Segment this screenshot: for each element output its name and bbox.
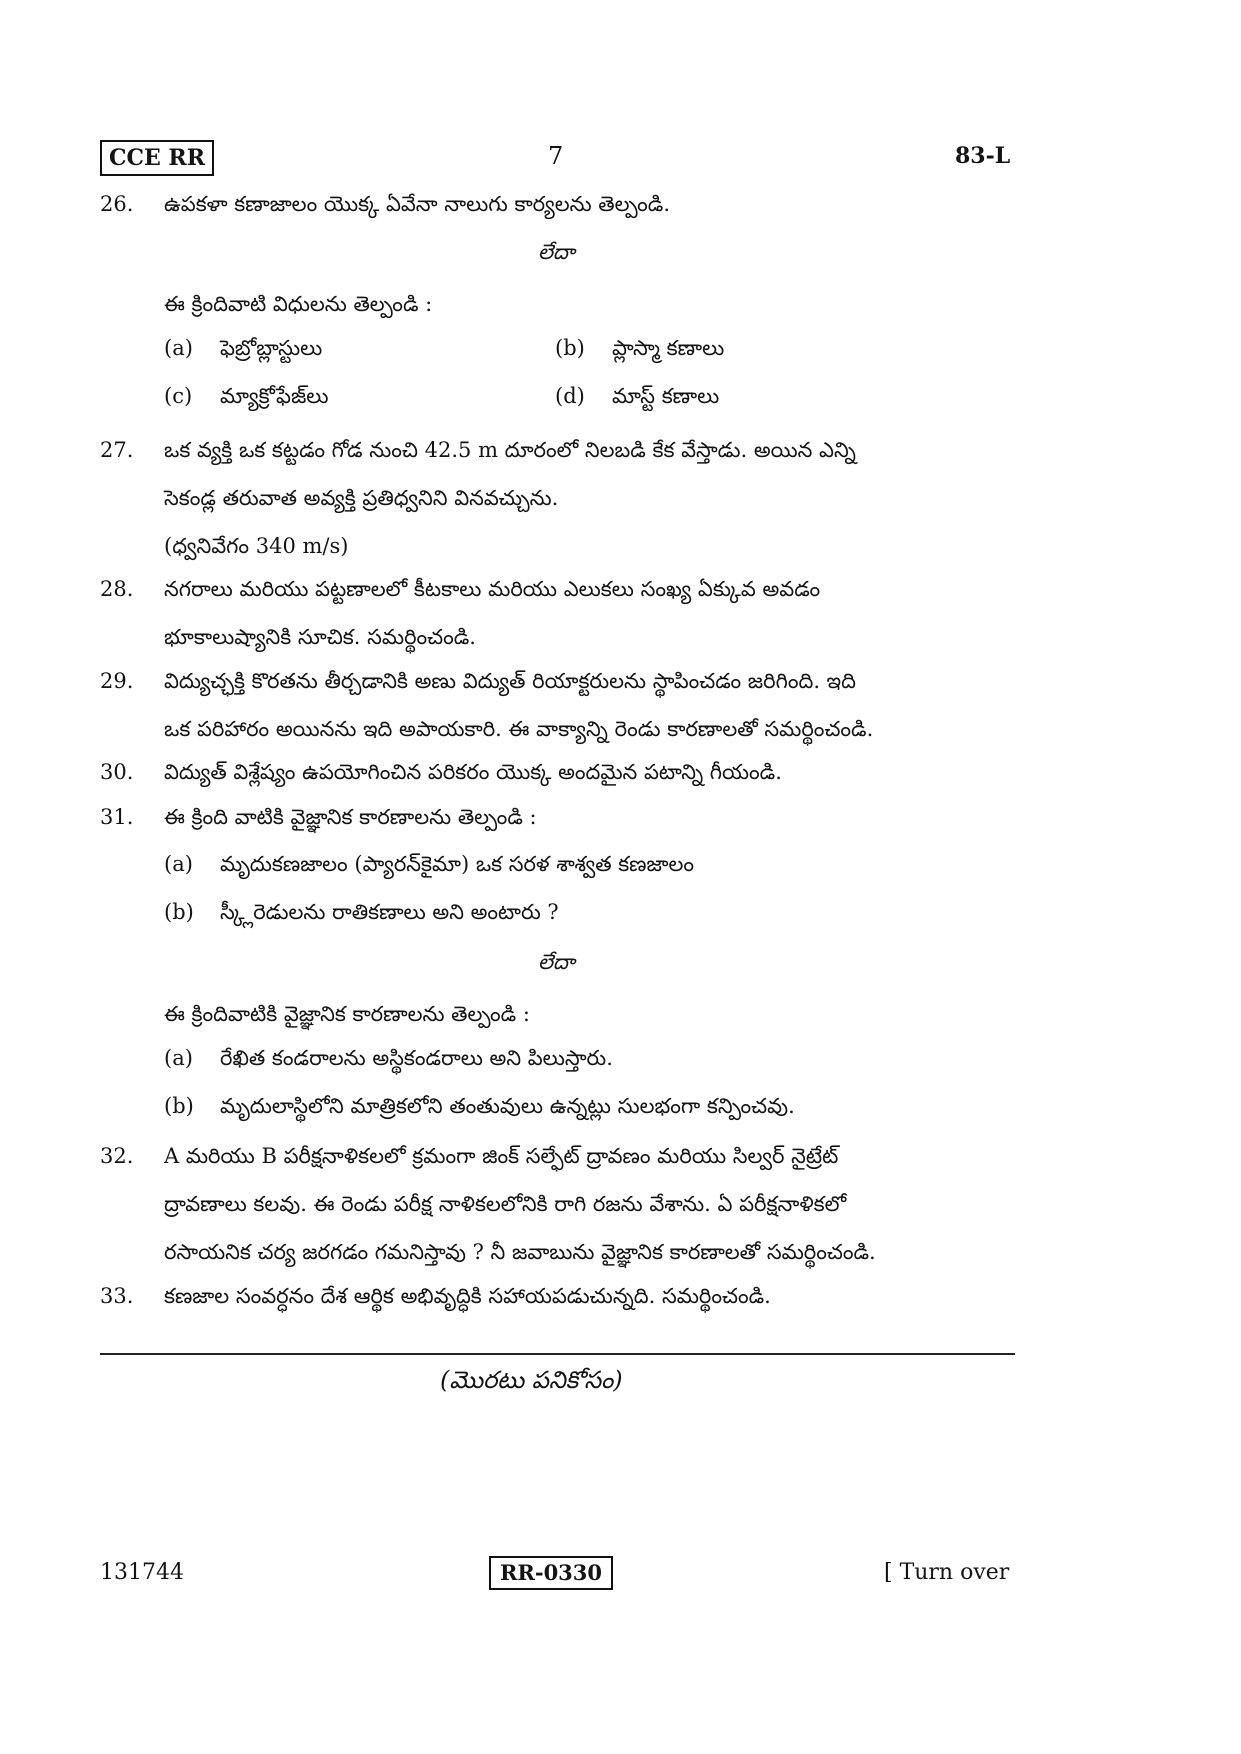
or-separator: లేదా xyxy=(538,240,575,264)
paper-code: 83-L xyxy=(955,143,1011,169)
question-text: సెకండ్ల తరువాత అవ్యక్తి ప్రతిధ్వనిని వినవచ్చును. xyxy=(164,486,559,510)
option-text: మృదులాస్థిలోని మాత్రికలోని తంతువులు ఉన్నట్లు సులభంగా కన్పించవు. xyxy=(220,1094,795,1118)
question-number: 28. xyxy=(100,577,134,601)
option-text: ప్లాస్మా కణాలు xyxy=(612,336,725,360)
question-text: A మరియు B పరీక్షనాళికలలో క్రమంగా జింక్ సల్ఫేట్ ద్రావణం మరియు సిల్వర్ నైట్రేట్ xyxy=(164,1144,839,1168)
question-text: ఈ క్రింది వాటికి వైజ్ఞానిక కారణాలను తెల్పండి : xyxy=(164,805,537,829)
option-text: మ్యాక్రోఫేజ్‌లు xyxy=(220,384,329,408)
question-text: నగరాలు మరియు పట్టణాలలో కీటకాలు మరియు ఎలుకలు సంఖ్య ఏక్కువ అవడం xyxy=(164,577,821,601)
series-box: CCE RR xyxy=(100,140,214,176)
question-text: ఒక పరిహారం అయినను ఇది అపాయకారి. ఈ వాక్యాన్ని రెండు కారణాలతో సమర్థించండి. xyxy=(164,717,874,741)
divider xyxy=(100,1353,1015,1355)
question-number: 32. xyxy=(100,1144,134,1168)
question-text: ఉపకళా కణాజాలం యొక్క ఏవేనా నాలుగు కార్యలను తెల్పండి. xyxy=(164,192,670,216)
option-label: (b) xyxy=(555,336,585,360)
option-text: మాస్ట్ కణాలు xyxy=(612,384,720,408)
option-text: స్క్లీరెడులను రాతికణాలు అని అంటారు ? xyxy=(220,900,559,924)
option-label: (a) xyxy=(164,336,193,360)
question-text: ద్రావణాలు కలవు. ఈ రెండు పరీక్ష నాళికలలోనికి రాగి రజను వేశాను. ఏ పరీక్షనాళికలో xyxy=(164,1192,847,1216)
option-text: ఫెబ్రోబ్లాస్టులు xyxy=(220,336,323,360)
option-label: (a) xyxy=(164,1046,193,1070)
question-number: 33. xyxy=(100,1284,134,1308)
option-label: (d) xyxy=(555,384,585,408)
question-text: రసాయనిక చర్య జరగడం గమనిస్తావు ? నీ జవాబును వైజ్ఞానిక కారణాలతో సమర్థించండి. xyxy=(164,1240,876,1264)
option-label: (b) xyxy=(164,1094,194,1118)
question-number: 31. xyxy=(100,805,134,829)
or-separator: లేదా xyxy=(538,950,575,974)
option-text: మృదుకణజాలం (ప్యారన్‌కైమా) ఒక సరళ శాశ్వత కణజాలం xyxy=(220,852,695,876)
option-label: (a) xyxy=(164,852,193,876)
page-number: 7 xyxy=(548,142,564,170)
question-text: భూకాలుష్యానికి సూచిక. సమర్థించండి. xyxy=(164,625,476,649)
alternative-intro: ఈ క్రిందివాటికి వైజ్ఞానిక కారణాలను తెల్పండి : xyxy=(164,1002,530,1026)
rough-work-label: (మొరటు పనికోసం) xyxy=(440,1366,623,1394)
question-text: (ధ్వనివేగం 340 m/s) xyxy=(164,534,349,558)
question-number: 29. xyxy=(100,669,134,693)
alternative-intro: ఈ క్రిందివాటి విధులను తెల్పండి : xyxy=(164,292,433,316)
set-code-box: RR-0330 xyxy=(489,1556,613,1590)
question-number: 30. xyxy=(100,760,134,784)
roll-code: 131744 xyxy=(100,1560,184,1585)
question-number: 27. xyxy=(100,438,134,462)
option-text: రేఖిత కండరాలను అస్థికండరాలు అని పిలుస్తారు. xyxy=(220,1046,613,1070)
question-number: 26. xyxy=(100,192,134,216)
question-text: విద్యుచ్ఛక్తి కొరతను తీర్చడానికి అణు విద్యుత్ రియాక్టరులను స్థాపించడం జరిగింది. ఇది xyxy=(164,669,856,693)
question-text: ఒక వ్యక్తి ఒక కట్టడం గోడ నుంచి 42.5 m దూరంలో నిలబడి కేక వేస్తాడు. అయిన ఎన్ని xyxy=(164,438,856,462)
question-text: కణజాల సంవర్ధనం దేశ ఆర్థిక అభివృద్ధికి సహాయపడుచున్నది. సమర్థించండి. xyxy=(164,1284,771,1308)
option-label: (b) xyxy=(164,900,194,924)
turn-over-note: [ Turn over xyxy=(884,1560,1010,1585)
question-text: విద్యుత్ విశ్లేష్యం ఉపయోగించిన పరికరం యొక్క అందమైన పటాన్ని గీయండి. xyxy=(164,760,782,784)
option-label: (c) xyxy=(164,384,193,408)
